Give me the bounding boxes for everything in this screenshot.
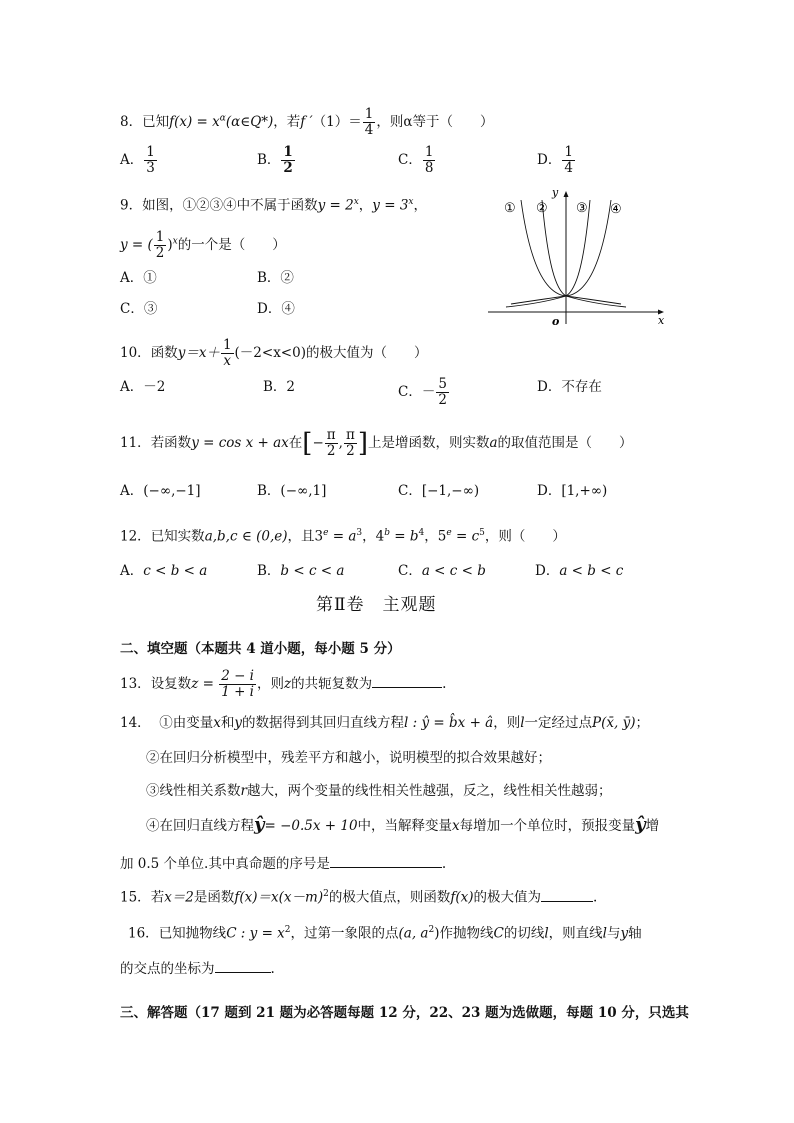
q16-stem-line2: 的交点的坐标为 . — [120, 958, 275, 979]
x-axis-label: x — [658, 314, 665, 327]
q12-stem: 12．已知实数a,b,c ∈ (0,e)，且$3^e = a^3$，$4^b = b^4$，$5^e = c^5$，则（ ） — [120, 528, 566, 545]
q9-stem-line2: y = ( $\frac{1}{2}$ )$^x$的一个是（ ） — [120, 229, 286, 261]
q12-option-a: A．c < b < a — [120, 563, 208, 579]
q8-value-fraction: $\frac{1}{4}$ — [364, 106, 374, 138]
q11-stem: 11．若函数y = cos x + ax在[− $\frac{\pi}{2}$ , $\frac{\pi}{2}$ ]上是增函数，则实数a的取值范围是（ ） — [120, 427, 633, 459]
q10-option-d: D．不存在 — [537, 379, 602, 395]
origin-label: o — [552, 315, 560, 328]
curve-3 — [506, 200, 590, 307]
q14-statement-1: 14． ①由变量x和y的数据得到其回归直线方程l : ŷ = b̂x + â，则l一定经过点P(x̄, ȳ)； — [120, 715, 649, 731]
section-2-title: 第Ⅱ卷 主观题 — [316, 595, 437, 615]
q11-option-b: B．(−∞,1] — [257, 483, 327, 499]
q9-option-a: A．① — [120, 270, 157, 286]
q11-option-d: D．[1,+∞) — [537, 483, 608, 499]
q11-option-a: A．(−∞,−1] — [120, 483, 201, 499]
q12-option-c: C．a < c < b — [398, 563, 486, 579]
curve-label-1: ① — [504, 201, 516, 216]
q16-stem-line1: 16．已知抛物线C : $y = x^2$，过第一象限的点(a, $a^2$)作抛物线C的切线l，则直线l与y轴 — [128, 925, 642, 942]
q15-answer-blank[interactable] — [541, 887, 593, 902]
q12-option-b: B．b < c < a — [257, 563, 345, 579]
q14-answer-blank[interactable] — [330, 853, 442, 868]
q14-question: 加 0.5 个单位.其中真命题的序号是 . — [120, 853, 446, 874]
q10-stem: 10．函数y＝x＋ $\frac{1}{x}$ (－2<x<0)的极大值为（ ） — [120, 337, 428, 369]
q14-statement-3: ③线性相关系数r越大，两个变量的线性相关性越强，反之，线性相关性越弱； — [146, 783, 612, 799]
q10-option-a: A．－2 — [120, 379, 166, 395]
q8-stem: 8．已知$f(x) = x^\alpha(\alpha\in Q*)$，若f ′（1）＝ $\frac{1}{4}$ ，则α等于（ ） — [120, 106, 494, 138]
q8-option-c: C． $\frac{1}{8}$ — [398, 144, 434, 176]
part2-heading: 二、填空题（本题共 4 道小题，每小题 5 分） — [120, 641, 401, 657]
curve-label-3: ③ — [576, 201, 588, 216]
q12-option-d: D．a < b < c — [535, 563, 624, 579]
q8-option-b: B． $\frac{1}{2}$ — [257, 144, 293, 176]
q15-stem: 15．若x＝2是函数$f(x)=x(x-m)^2$的极大值点，则函数f(x)的极大值为 . — [120, 884, 597, 908]
q8-option-d: D． $\frac{1}{4}$ — [537, 144, 573, 176]
curve-4 — [511, 200, 611, 304]
q16-answer-blank[interactable] — [215, 958, 271, 973]
q9-stem-line1: 9．如图，①②③④中不属于函数$y = 2^x$，$y = 3^x$， — [120, 197, 427, 214]
curve-label-2: ② — [536, 201, 548, 216]
curve-label-4: ④ — [610, 202, 622, 217]
q8-option-a: A． $\frac{1}{3}$ — [120, 144, 155, 176]
q9-graph — [486, 186, 672, 328]
q13-answer-blank[interactable] — [372, 673, 442, 688]
part3-heading: 三、解答题（17 题到 21 题为必答题每题 12 分，22、23 题为选做题，每题 10 分，只选其 — [120, 1005, 689, 1021]
y-axis-label: y — [552, 186, 559, 199]
q10-option-c: C．－ $\frac{5}{2}$ — [398, 376, 447, 408]
q11-option-c: C．[−1,−∞) — [398, 483, 480, 499]
q10-option-b: B．2 — [263, 379, 296, 395]
q9-option-b: B．② — [257, 270, 294, 286]
q9-option-d: D．④ — [257, 301, 295, 317]
q9-option-c: C．③ — [120, 301, 158, 317]
q14-statement-2: ②在回归分析模型中，残差平方和越小，说明模型的拟合效果越好； — [146, 750, 551, 766]
y-axis-arrow-icon — [564, 191, 569, 197]
q14-statement-4: ④在回归直线方程ŷ= −0.5x + 10中，当解释变量x每增加一个单位时，预报变量ŷ增 — [146, 814, 660, 835]
q13-stem: 13．设复数z = $\frac{2 - i}{1 + i}$ ，则z的共轭复数为 . — [120, 668, 447, 700]
